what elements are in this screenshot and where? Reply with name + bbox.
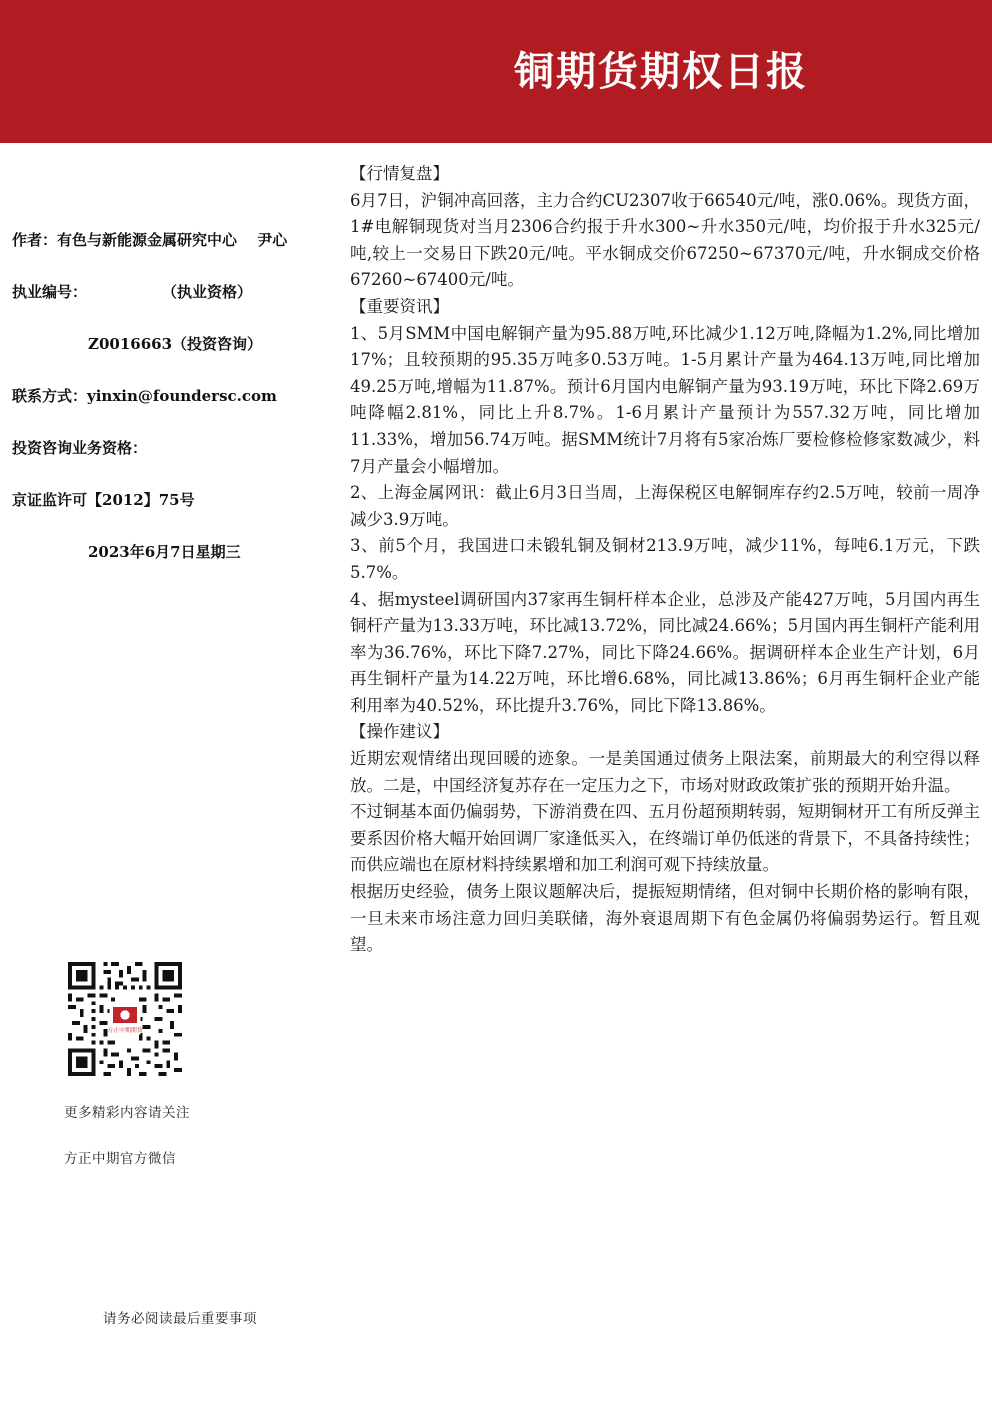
news-item-1: 1、5月SMM中国电解铜产量为95.88万吨,环比减少1.12万吨,降幅为1.2%,同比增加17%；且较预期的95.35万吨多0.53万吨。1-5月累计产量为464.13万吨,同比增加49.25万吨,增幅为11.87%。预计6月国内电解铜产量为93.19万吨，环比下降2.69万吨降幅2.81%，同比上升8.7%。1-6月累计产量预计为557.32万吨，同比增加11.33%，增加56.74万吨。据SMM统计7月将有5家冶炼厂要检修检修家数减少，料7月产量会小幅增加。	[350, 323, 980, 476]
contact-line: 联系方式：yinxin@foundersc.com	[12, 387, 277, 405]
qualification-line: 投资咨询业务资格：	[12, 439, 148, 457]
advice-paragraph-1: 近期宏观情绪出现回暖的迹象。一是美国通过债务上限法案，前期最大的利空得以释放。二是，中国经济复苏存在一定压力之下，市场对财政政策扩张的预期开始升温。	[350, 749, 980, 795]
disclaimer-note: 请务必阅读最后重要事项	[103, 1311, 257, 1327]
advice-paragraph-3: 根据历史经验，债务上限议题解决后，提振短期情绪，但对铜中长期价格的影响有限，一旦未来市场注意力回归美联储，海外衰退周期下有色金属仍将偏弱势运行。暂且观望。	[350, 882, 980, 955]
qr-caption-line-2: 方正中期官方微信	[64, 1151, 176, 1167]
license-label: 执业编号： （执业资格）	[12, 283, 253, 301]
report-body	[350, 161, 980, 959]
section-title-market-review: 【行情复盘】	[350, 164, 449, 183]
news-item-2: 2、上海金属网讯：截止6月3日当周，上海保税区电解铜库存约2.5万吨，较前一周净减少3.9万吨。	[350, 483, 980, 529]
report-title: 铜期货期权日报	[514, 48, 808, 95]
qr-caption-line-1: 更多精彩内容请关注	[64, 1105, 190, 1121]
report-header	[0, 0, 992, 143]
advice-paragraph-2: 不过铜基本面仍偏弱势，下游消费在四、五月份超预期转弱，短期铜材开工有所反弹主要系因价格大幅开始回调厂家逢低买入，在终端订单仍低迷的背景下，不具备持续性；而供应端也在原材料持续累增和加工利润可观下持续放量。	[350, 802, 980, 875]
author-line: 作者：有色与新能源金属研究中心 尹心	[12, 231, 288, 249]
wechat-qr-code[interactable]	[68, 962, 182, 1076]
news-item-3: 3、前5个月，我国进口未锻轧铜及铜材213.9万吨，减少11%，每吨6.1万元，下跌5.7%。	[350, 536, 980, 582]
news-item-4: 4、据mysteel调研国内37家再生铜杆样本企业，总涉及产能427万吨，5月国内再生铜杆产量为13.33万吨，环比减13.72%，同比减24.66%；5月国内再生铜杆产能利用率为36.76%，环比下降7.27%，同比下降24.66%。据调研样本企业生产计划，6月再生铜杆产量为14.22万吨，环比增6.68%，同比减13.86%；6月再生铜杆企业产能利用率为40.52%，环比提升3.76%，同比下降13.86%。	[350, 589, 980, 715]
section-title-key-news: 【重要资讯】	[350, 296, 449, 316]
report-date: 2023年6月7日星期三	[88, 543, 241, 561]
qr-brand-text: 方正中期期货	[107, 1027, 143, 1034]
market-review-paragraph: 6月7日，沪铜冲高回落，主力合约CU2307收于66540元/吨，涨0.06%。现货方面，1#电解铜现货对当月2306合约报于升水300~升水350元/吨，均价报于升水325元/吨,较上一交易日下跌20元/吨。平水铜成交价67250~67370元/吨，升水铜成交价格67260~67400元/吨。	[350, 190, 980, 290]
permit-line: 京证监许可【2012】75号	[12, 491, 195, 509]
sidebar	[0, 143, 335, 1403]
section-title-trading-advice: 【操作建议】	[350, 722, 449, 742]
license-number: Z0016663（投资咨询）	[88, 335, 263, 353]
